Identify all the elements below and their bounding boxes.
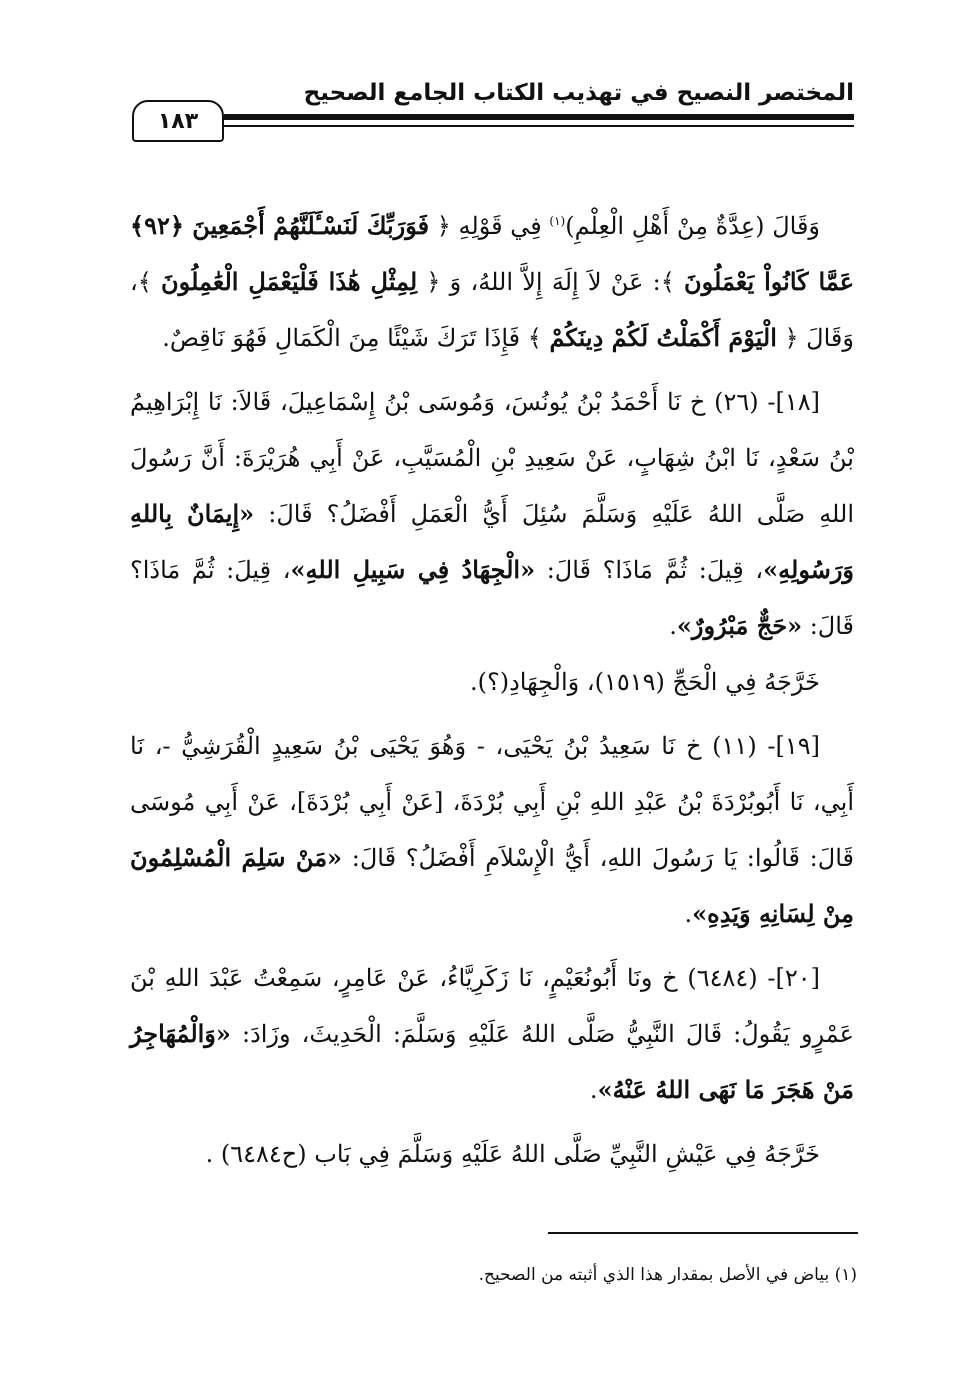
text-run: [٢٠]- (٦٤٨٤) خ ونَا أَبُونُعَيْمٍ، نَا زَكَرِيَّاءُ، عَنْ عَامِرٍ، سَمِعْتُ عَبْدَ اللهِ بْنَ عَمْرٍو يَقُولُ: قَالَ النَّبِيُّ صَلَّى اللهُ عَلَيْهِ وَسَلَّمَ: الْحَدِيثَ، وزَادَ: (130, 964, 854, 1048)
paragraph-1 (130, 198, 854, 366)
text-run: . (589, 1076, 598, 1104)
page-number: ١٨٣ (132, 100, 224, 142)
hadith-quote: «الْجِهَادُ فِي سَبِيلِ اللهِ» (290, 555, 536, 584)
hadith-19 (130, 718, 854, 942)
header-rule-thick (224, 114, 854, 120)
text-run: ﴾ فَإِذَا تَرَكَ شَيْئًا مِنَ الْكَمَالِ فَهُوَ نَاقِصٌ. (162, 324, 550, 352)
text-run: وَقَالَ (عِدَّةٌ مِنْ أَهْلِ الْعِلْمِ) (565, 212, 821, 240)
hadith-quote: «حَجٌّ مَبْرُورٌ» (676, 611, 803, 640)
footnote-rule (548, 1232, 858, 1234)
quran-verse: الْيَوْمَ أَكْمَلْتُ لَكُمْ دِينَكُمْ (549, 323, 777, 352)
text-run: [١٩]- (١١) خ نَا سَعِيدُ بْنُ يَحْيَى، - وَهُوَ يَحْيَى بْنُ سَعِيدٍ الْقُرَشِيُّ -، نَا أَبِي، نَا أَبُوبُرْدَةَ بْنُ عَبْدِ اللهِ بْنِ أَبِي بُرْدَةَ، [عَنْ أَبِي بُرْدَةَ]، عَنْ أَبِي مُوسَى قَالَ: قَالُوا: يَا رَسُولَ اللهِ، أَيُّ الْإِسْلاَمِ أَفْضَلُ؟ قَالَ: (130, 732, 854, 872)
hadith-quote: «مَنْ سَلِمَ الْمُسْلِمُونَ مِنْ لِسَانِهِ وَيَدِهِ» (130, 843, 854, 928)
body-text (130, 198, 854, 1182)
text-run: ، قِيلَ: ثُمَّ مَاذَا؟ قَالَ: (535, 556, 764, 584)
takhrij-18: خَرَّجَهُ فِي الْحَجِّ (١٥١٩)، وَالْجِهَادِ(؟). (469, 668, 820, 696)
text-run: [١٨]- (٢٦) خ نَا أَحْمَدُ بْنُ يُونُسَ، وَمُوسَى بْنُ إِسْمَاعِيلَ، قَالاَ: نَا إِبْرَاهِيمُ بْنُ سَعْدٍ، نَا ابْنُ شِهَابٍ، عَنْ سَعِيدِ بْنِ الْمُسَيَّبِ، عَنْ أَبِي هُرَيْرَةَ: أَنَّ رَسُولَ اللهِ صَلَّى اللهُ عَلَيْهِ وَسَلَّمَ سُئِلَ أَيُّ الْعَمَلِ أَفْضَلُ؟ قَالَ: (130, 388, 854, 528)
text-run: ﴾، وَقَالَ ﴿ (130, 268, 854, 352)
footnote: (١) بياض في الأصل بمقدار هذا الذي أثبته من الصحيح. (478, 1265, 857, 1285)
text-run: ، قِيلَ: ثُمَّ مَاذَا؟ قَالَ: (130, 556, 854, 640)
hadith-18 (130, 374, 854, 654)
takhrij-20: خَرَّجَهُ فِي عَيْشِ النَّبِيِّ صَلَّى اللهُ عَلَيْهِ وَسَلَّمَ فِي بَاب (ح٦٤٨٤) . (205, 1140, 820, 1168)
hadith-quote: «وَالْمُهَاجِرُ مَنْ هَجَرَ مَا نَهَى اللهُ عَنْهُ» (130, 1019, 854, 1104)
running-title: المختصر النصيح في تهذيب الكتاب الجامع الصحيح (303, 80, 854, 106)
quran-verse: لِمِثْلِ هَٰذَا فَلْيَعْمَلِ الْعَٰمِلُونَ (161, 267, 418, 296)
page-header (128, 72, 854, 152)
quran-verse: فَوَرَبِّكَ لَنَسْـَٔلَنَّهُمْ أَجْمَعِينَ ﴿٩٢﴾ عَمَّا كَانُواْ يَعْمَلُونَ (130, 211, 855, 296)
text-run: . (684, 900, 693, 928)
text-run: ﴾: عَنْ لاَ إِلَهَ إِلاَّ اللهُ، وَ ﴿ (417, 268, 685, 296)
header-rule-thin (224, 125, 854, 127)
footnote-reference: (١) (549, 214, 566, 228)
text-run: فِي قَوْلِهِ ﴿ (429, 212, 550, 240)
hadith-quote: «إِيمَانٌ بِاللهِ وَرَسُولِهِ» (130, 499, 855, 584)
text-run: . (669, 612, 677, 640)
hadith-20 (130, 950, 854, 1118)
